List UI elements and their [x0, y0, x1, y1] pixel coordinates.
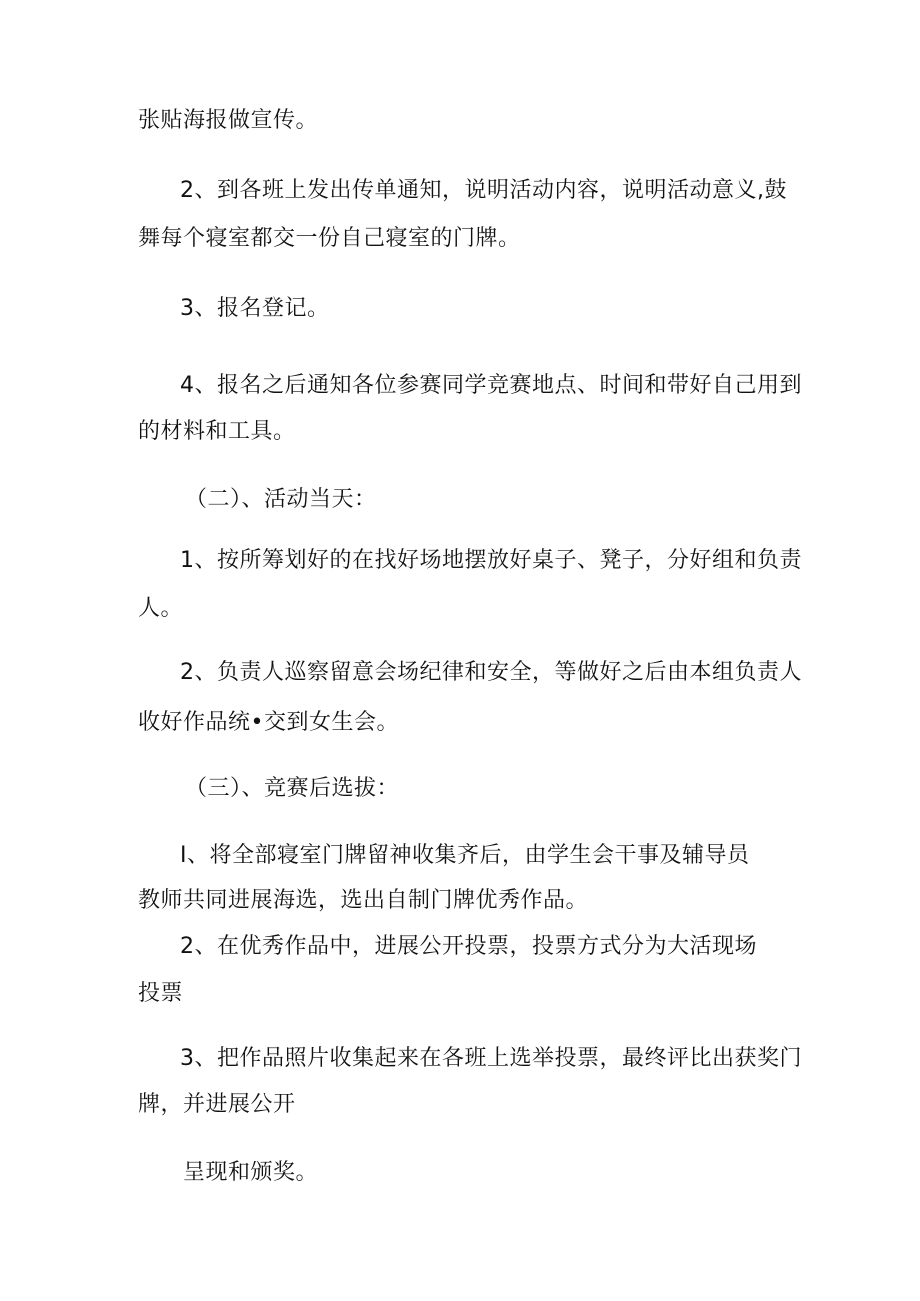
- list-item-4-line-2: 的材料和工具。: [138, 419, 296, 444]
- day-item-1-line-1: 1、按所筹划好的在找好场地摆放好桌子、凳子，分好组和负责: [180, 548, 802, 573]
- selection-item-3-line-1: 3、把作品照片收集起来在各班上选举投票，最终评比出获奖门: [180, 1046, 802, 1071]
- selection-item-1-line-2: 教师共同进展海选，选出自制门牌优秀作品。: [138, 888, 589, 913]
- selection-item-3-line-3: 呈现和颁奖。: [183, 1160, 319, 1185]
- day-item-1-line-2: 人。: [138, 596, 184, 621]
- day-item-2-line-2: 收好作品统•交到女生会。: [138, 710, 399, 735]
- list-item-4-line-1: 4、报名之后通知各位参赛同学竞赛地点、时间和带好自己用到: [180, 373, 802, 398]
- section-heading-3: （三）、竞赛后选拔：: [185, 776, 400, 801]
- selection-item-3-line-2: 牌，并进展公开: [138, 1092, 296, 1117]
- selection-item-2-line-2: 投票: [138, 981, 184, 1006]
- selection-item-2-line-1: 2、在优秀作品中，进展公开投票，投票方式分为大活现场: [180, 934, 757, 959]
- list-item-2-line-1: 2、到各班上发出传单通知，说明活动内容，说明活动意义,鼓: [180, 178, 787, 203]
- text-line: 张贴海报做宣传。: [138, 108, 319, 133]
- list-item-3: 3、报名登记。: [180, 296, 330, 321]
- list-item-2-line-2: 舞每个寝室都交一份自己寝室的门牌。: [138, 226, 521, 251]
- selection-item-1-line-1: I、将全部寝室门牌留神收集齐后，由学生会干事及辅导员: [180, 843, 750, 868]
- day-item-2-line-1: 2、负责人巡察留意会场纪律和安全，等做好之后由本组负责人: [180, 660, 802, 685]
- section-heading-2: （二）、活动当天：: [185, 487, 377, 512]
